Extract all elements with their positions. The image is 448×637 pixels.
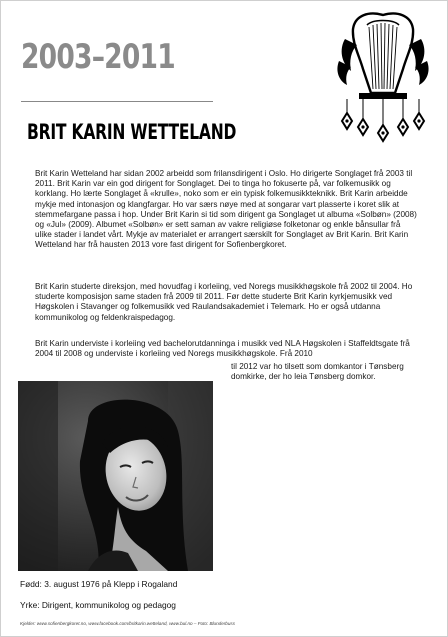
years-heading: 2003–2011 [21,37,175,77]
conductor-name-heading: BRIT KARIN WETTELAND [27,120,237,144]
birth-caption: Fødd: 3. august 1976 på Klepp i Rogaland [20,579,178,589]
sources-footer: Kjelder: www.sofienbergkoret.no, www.facebook.com/britkarin.wetteland, www.bul.no – Foto: Blunderbuss [20,621,235,626]
portrait-photo [18,381,213,571]
biography-paragraph-3-continued: til 2012 var ho tilsett som domkantor i Tønsberg domkirke, der ho leia Tønsberg domkor. [231,362,404,382]
harp-emblem-icon [333,9,433,149]
biography-paragraph-3: Brit Karin underviste i korleiing ved bachelorutdanninga i musikk ved NLA Høgskolen i Staffeldtsgate frå 2004 til 2008 og underviste i korleiing ved Noregs musikkhøgskole. Frå 2010 [35,339,410,359]
occupation-caption: Yrke: Dirigent, kommunikolog og pedagog [20,600,176,610]
heading-divider [21,101,213,102]
biography-paragraph-1: Brit Karin Wetteland har sidan 2002 arbeidd som frilansdirigent i Oslo. Ho dirigerte Songlaget frå 2003 til 2011. Brit Karin var ein god dirigent for Songlaget. Dei to tinga ho fokuserte på, var folkemusikk og korklang. Ho lærte Songlaget å «krulle», noko som er ein typisk folkemusikkteknikk. Brit Karin arbeidde mykje med intonasjon og klangfargar. Ho var særs nøye med at songarar vart plasserte i koret slik at stemmefargane passa i hop. Under Brit Karin si tid som dirigent ga Songlaget ut albuma «Solbøn» (2008) og «Jul» (2009). Albumet «Solbøn» er sett saman av vakre religiøse folketonar og enkle bånsullar frå ulike stader i landet vårt. Mykje av materialet er arrangert særskilt for Songlaget av Brit Karin. Brit Karin Wetteland har frå hausten 2013 vore fast dirigent for Sofienbergkoret. [35,169,417,250]
biography-paragraph-2: Brit Karin studerte direksjon, med hovudfag i korleiing, ved Noregs musikkhøgskole frå 2002 til 2004. Ho studerte komposisjon same staden frå 2009 til 2011. Før dette studerte Brit Karin kyrkjemusikk ved Høgskolen i Stavanger og folkemusikk ved Raulandsakademiet i Telemark. Ho er også utdanna kommunikolog og feldenkraispedagog. [35,282,413,322]
